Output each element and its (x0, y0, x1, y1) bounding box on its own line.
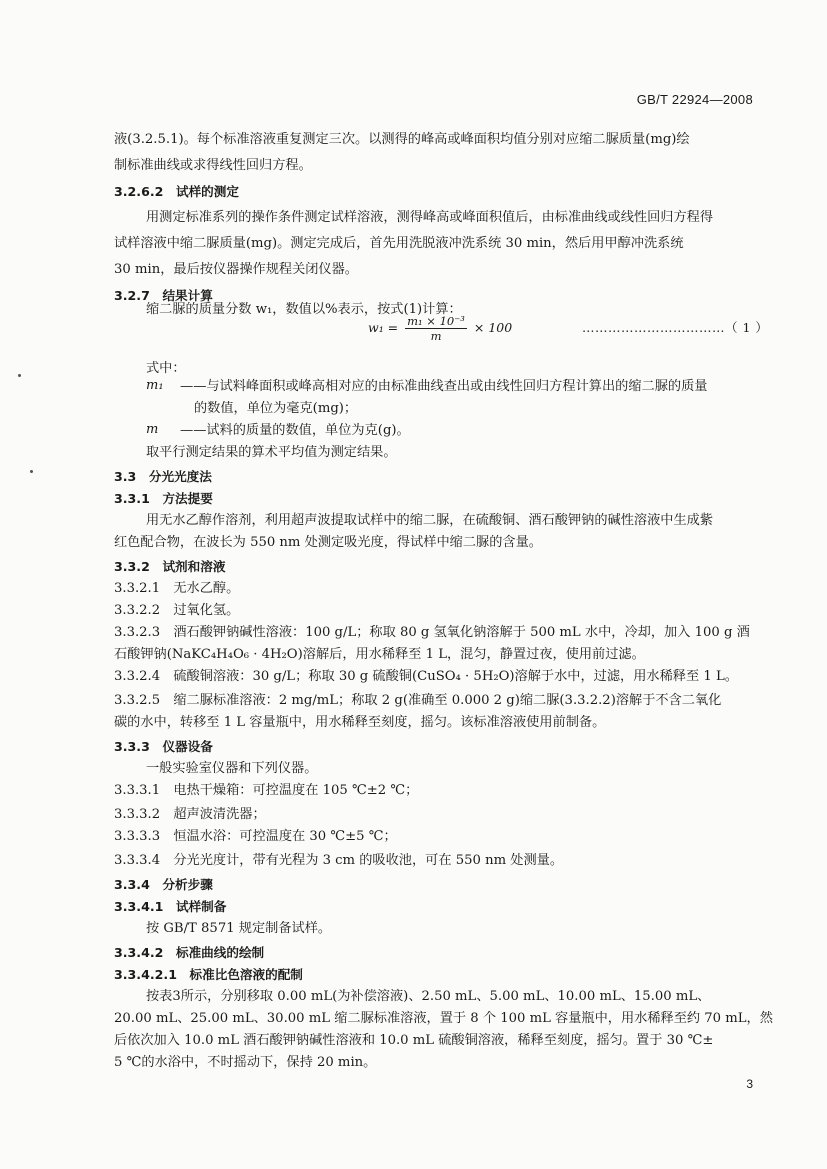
equipment-item: 3.3.3.2 超声波清洗器； (114, 807, 266, 822)
text-line: 红色配合物，在波长为 550 nm 处测定吸光度，得试样中缩二脲的含量。 (114, 535, 542, 550)
section-heading-3-3-3: 3.3.3 仪器设备 (114, 739, 213, 754)
reagent-item: 碳的水中，转移至 1 L 容量瓶中，用水稀释至刻度，摇匀。该标准溶液使用前制备。 (114, 715, 606, 730)
scan-speck (30, 470, 33, 473)
formula-1 (368, 314, 512, 343)
symbol-definition: 的数值，单位为毫克(mg)； (194, 401, 358, 416)
text-line: 试样溶液中缩二脲质量(mg)。测定完成后，首先用洗脱液冲洗系统 30 min，然后用甲醇冲洗系统 (114, 236, 684, 251)
text-line: 20.00 mL、25.00 mL、30.00 mL 缩二脲标准溶液，置于 8 个 100 mL 容量瓶中，用水稀释至约 70 mL，然 (114, 1011, 773, 1026)
reagent-item: 3.3.2.4 硫酸铜溶液：30 g/L；称取 30 g 硫酸铜(CuSO₄ · 5H₂O)溶解于水中，过滤，用水稀释至 1 L。 (114, 669, 738, 684)
text-line: 5 ℃的水浴中，不时摇动下，保持 20 min。 (114, 1055, 377, 1070)
section-heading-3-3-2: 3.3.2 试剂和溶液 (114, 559, 226, 574)
reagent-item: 石酸钾钠(NaKC₄H₄O₆ · 4H₂O)溶解后，用水稀释至 1 L，混匀，静置过夜，使用前过滤。 (114, 647, 645, 662)
equipment-item: 3.3.3.4 分光光度计，带有光程为 3 cm 的吸收池，可在 550 nm 处测量。 (114, 853, 564, 868)
section-heading-3-3: 3.3 分光光度法 (114, 469, 212, 484)
symbol-definition: ——试料的质量的数值，单位为克(g)。 (180, 423, 410, 438)
formula-numerator: m₁ × 10⁻³ (407, 314, 465, 328)
text-line: 后依次加入 10.0 mL 酒石酸钾钠碱性溶液和 10.0 mL 硫酸铜溶液，稀释至刻度，摇匀。置于 30 ℃± (114, 1033, 714, 1048)
scan-speck (18, 374, 21, 377)
page-number: 3 (746, 1077, 753, 1091)
formula-lhs: w₁ = (368, 320, 403, 335)
symbol-m1: m₁ (146, 378, 164, 393)
section-heading-3-3-4-2-1: 3.3.4.2.1 标准比色溶液的配制 (114, 967, 303, 982)
symbol-definition: ——与试料峰面积或峰高相对应的由标准曲线查出或由线性回归方程计算出的缩二脲的质量 (180, 379, 708, 394)
section-heading-3-3-4-2: 3.3.4.2 标准曲线的绘制 (114, 945, 265, 960)
text-line: 液(3.2.5.1)。每个标准溶液重复测定三次。以测得的峰高或峰面积均值分别对应缩二脲质量(mg)绘 (114, 132, 690, 147)
text-line: 式中： (146, 361, 186, 376)
reagent-item: 3.3.2.3 酒石酸钾钠碱性溶液：100 g/L；称取 80 g 氢氧化钠溶解于 500 mL 水中，冷却，加入 100 g 酒 (114, 625, 750, 640)
reagent-item: 3.3.2.1 无水乙醇。 (114, 581, 240, 596)
reagent-item: 3.3.2.2 过氧化氢。 (114, 603, 240, 618)
text-line: 按表3所示，分别移取 0.00 mL(为补偿溶液)、2.50 mL、5.00 mL、10.00 mL、15.00 mL、 (146, 989, 711, 1004)
text-line: 缩二脲的质量分数 w₁，数值以%表示，按式(1)计算： (146, 302, 462, 317)
text-line: 一般实验室仪器和下列仪器。 (146, 761, 318, 776)
equipment-item: 3.3.3.3 恒温水浴：可控温度在 30 ℃±5 ℃； (114, 829, 397, 844)
text-line: 按 GB/T 8571 规定制备试样。 (146, 921, 332, 936)
section-heading-3-2-7: 3.2.7 结果计算 (114, 288, 213, 303)
text-line: 制标准曲线或求得线性回归方程。 (114, 158, 312, 173)
text-line: 用测定标准系列的操作条件测定试样溶液，测得峰高或峰面积值后，由标准曲线或线性回归方程得 (146, 210, 714, 225)
section-heading-3-3-1: 3.3.1 方法提要 (114, 491, 213, 506)
equation-number: ……………………………（ 1 ） (582, 320, 769, 335)
equipment-item: 3.3.3.1 电热干燥箱：可控温度在 105 ℃±2 ℃； (114, 783, 419, 798)
symbol-m: m (146, 422, 159, 437)
standard-number: GB/T 22924—2008 (636, 92, 753, 107)
text-line: 用无水乙醇作溶剂，利用超声波提取试样中的缩二脲，在硫酸铜、酒石酸钾钠的碱性溶液中生成紫 (146, 513, 714, 528)
reagent-item: 3.3.2.5 缩二脲标准溶液：2 mg/mL；称取 2 g(准确至 0.000 2 g)缩二脲(3.3.2.2)溶解于不含二氧化 (114, 693, 722, 708)
section-heading-3-2-6-2: 3.2.6.2 试样的测定 (114, 184, 239, 199)
text-line: 取平行测定结果的算术平均值为测定结果。 (146, 445, 397, 460)
section-heading-3-3-4: 3.3.4 分析步骤 (114, 877, 213, 892)
formula-denominator: m (430, 329, 442, 343)
text-line: 30 min，最后按仪器操作规程关闭仪器。 (114, 262, 358, 277)
formula-fraction (405, 314, 467, 343)
section-heading-3-3-4-1: 3.3.4.1 试样制备 (114, 899, 227, 914)
formula-rhs: × 100 (473, 320, 513, 335)
